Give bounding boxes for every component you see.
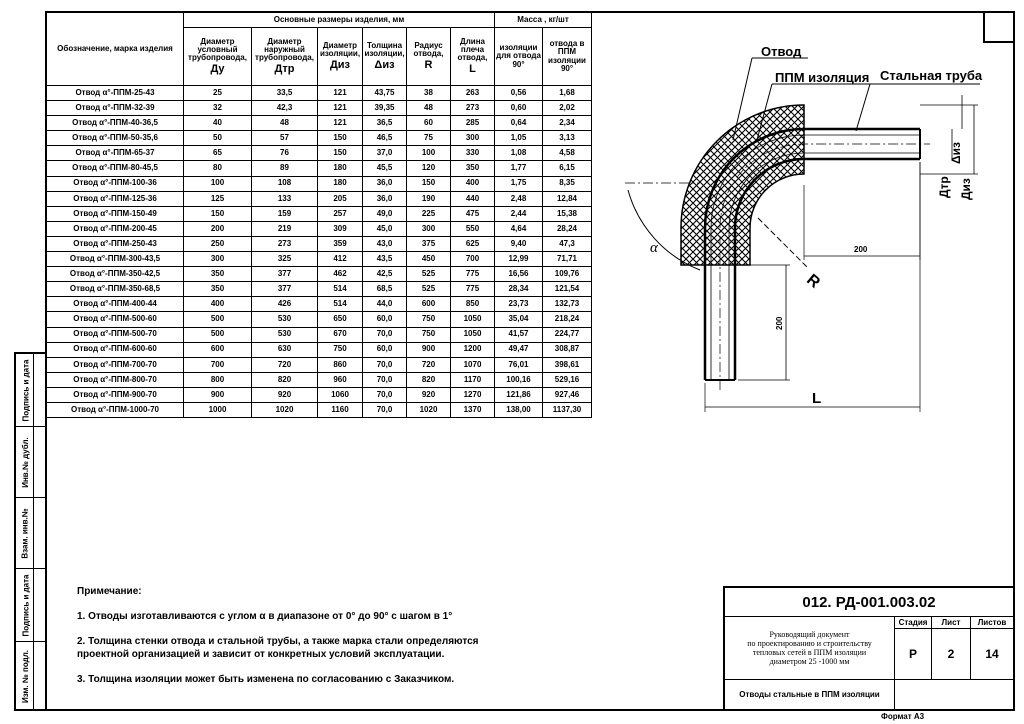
doc-number: 012. РД-001.003.02	[725, 588, 1013, 617]
cell-value: 48	[407, 101, 451, 116]
cell-value: 190	[407, 191, 451, 206]
cell-value: 150	[184, 206, 252, 221]
cell-value: 775	[451, 267, 495, 282]
cell-value: 60,0	[363, 312, 407, 327]
cell-value: 820	[252, 372, 318, 387]
cell-value: 350	[184, 267, 252, 282]
cell-value: 2,34	[543, 116, 592, 131]
cell-value: 38	[407, 86, 451, 101]
cell-value: 530	[252, 312, 318, 327]
header-mass-insulation: изоляции для отвода 90°	[495, 28, 543, 86]
cell-value: 1270	[451, 387, 495, 402]
otvod-label: Отвод	[761, 44, 802, 59]
side-label: Инв.№ дубл.	[21, 436, 31, 488]
cell-value: 76,01	[495, 357, 543, 372]
cell-value: 600	[407, 297, 451, 312]
sheet-header: Лист	[932, 617, 971, 629]
cell-value: 273	[451, 101, 495, 116]
cell-value: 900	[407, 342, 451, 357]
table-row	[47, 312, 592, 327]
cell-value: 850	[451, 297, 495, 312]
cell-value: 4,64	[495, 221, 543, 236]
cell-value: 6,15	[543, 161, 592, 176]
cell-value: 70,0	[363, 372, 407, 387]
cell-value: 800	[184, 372, 252, 387]
cell-value: 1170	[451, 372, 495, 387]
cell-value: 89	[252, 161, 318, 176]
cell-value: 525	[407, 267, 451, 282]
cell-value: 16,56	[495, 267, 543, 282]
cell-value: 514	[318, 297, 363, 312]
header-diz: Диаметр изоляции, Диз	[318, 28, 363, 86]
cell-value: 109,76	[543, 267, 592, 282]
cell-value: 44,0	[363, 297, 407, 312]
table-row	[47, 267, 592, 282]
cell-value: 138,00	[495, 402, 543, 417]
cell-value: 475	[451, 206, 495, 221]
cell-value: 529,16	[543, 372, 592, 387]
side-cell-replace-inv	[16, 498, 46, 569]
cell-mark: Отвод α°-ППМ-50-35,6	[47, 131, 184, 146]
side-cell-dup-inv	[16, 427, 46, 498]
cell-value: 9,40	[495, 236, 543, 251]
cell-value: 70,0	[363, 357, 407, 372]
cell-value: 350	[184, 282, 252, 297]
cell-mark: Отвод α°-ППМ-400-44	[47, 297, 184, 312]
side-cell-signature	[16, 569, 46, 642]
cell-value: 1137,30	[543, 402, 592, 417]
cell-value: 0,64	[495, 116, 543, 131]
cell-value: 398,61	[543, 357, 592, 372]
side-label: Изм. № подл.	[21, 649, 30, 704]
cell-value: 225	[407, 206, 451, 221]
cell-value: 100,16	[495, 372, 543, 387]
cell-value: 630	[252, 342, 318, 357]
cell-value: 15,38	[543, 206, 592, 221]
table-row	[47, 146, 592, 161]
cell-value: 28,24	[543, 221, 592, 236]
dtr-label: Дтр	[937, 176, 951, 198]
cell-value: 42,5	[363, 267, 407, 282]
cell-value: 257	[318, 206, 363, 221]
cell-mark: Отвод α°-ППМ-80-45,5	[47, 161, 184, 176]
cell-value: 121	[318, 116, 363, 131]
steel-pipe-label: Стальная труба	[880, 68, 983, 83]
stage-header: Стадия	[895, 617, 932, 629]
elbow-drawing	[600, 30, 1000, 430]
header-delta: Толщина изоляции, Δиз	[363, 28, 407, 86]
side-stamp	[14, 352, 46, 711]
table-row	[47, 342, 592, 357]
note-item: 1. Отводы изготавливаются с углом α в диапазоне от 0° до 90° с шагом в 1°	[77, 611, 453, 622]
cell-value: 43,75	[363, 86, 407, 101]
header-sizes-group: Основные размеры изделия, мм	[184, 13, 495, 28]
doc-description: Руководящий документ по проектированию и строительству тепловых сетей в ППМ изоляции диаметром 25 -1000 мм	[725, 617, 895, 680]
cell-value: 720	[407, 357, 451, 372]
cell-mark: Отвод α°-ППМ-125-36	[47, 191, 184, 206]
cell-value: 1,75	[495, 176, 543, 191]
cell-value: 720	[252, 357, 318, 372]
table-row	[47, 221, 592, 236]
drawing-name: Отводы стальные в ППМ изоляции	[725, 680, 895, 709]
cell-value: 1,08	[495, 146, 543, 161]
cell-value: 150	[318, 146, 363, 161]
cell-value: 23,73	[495, 297, 543, 312]
header-mark: Обозначение, марка изделия	[47, 13, 184, 86]
side-cell-orig-inv	[16, 642, 46, 711]
dim-200-vertical: 200	[775, 316, 784, 330]
cell-value: 1050	[451, 312, 495, 327]
cell-value: 36,5	[363, 116, 407, 131]
cell-value: 400	[451, 176, 495, 191]
table-row	[47, 176, 592, 191]
cell-value: 121	[318, 101, 363, 116]
cell-value: 412	[318, 252, 363, 267]
cell-value: 530	[252, 327, 318, 342]
cell-value: 60	[407, 116, 451, 131]
cell-value: 2,44	[495, 206, 543, 221]
cell-value: 1060	[318, 387, 363, 402]
table-row	[47, 357, 592, 372]
cell-value: 775	[451, 282, 495, 297]
cell-value: 860	[318, 357, 363, 372]
cell-value: 49,47	[495, 342, 543, 357]
cell-mark: Отвод α°-ППМ-600-60	[47, 342, 184, 357]
cell-value: 100	[407, 146, 451, 161]
cell-value: 375	[407, 236, 451, 251]
note-item: 3. Толщина изоляции может быть изменена по согласованию с Заказчиком.	[77, 674, 455, 685]
cell-value: 180	[318, 161, 363, 176]
cell-mark: Отвод α°-ППМ-250-43	[47, 236, 184, 251]
ppm-label: ППМ изоляция	[775, 70, 870, 85]
cell-value: 377	[252, 267, 318, 282]
cell-value: 57	[252, 131, 318, 146]
diz-label: Диз	[959, 178, 973, 200]
cell-value: 43,5	[363, 252, 407, 267]
cell-value: 39,35	[363, 101, 407, 116]
cell-value: 0,60	[495, 101, 543, 116]
notes	[77, 585, 517, 686]
sheet-value: 2	[932, 629, 971, 680]
radius-label: R	[803, 271, 823, 292]
cell-value: 273	[252, 236, 318, 251]
cell-value: 750	[407, 312, 451, 327]
cell-value: 1000	[184, 402, 252, 417]
cell-value: 750	[318, 342, 363, 357]
cell-value: 70,0	[363, 387, 407, 402]
header-du: Диаметр условный трубопровода, Ду	[184, 28, 252, 86]
cell-value: 1050	[451, 327, 495, 342]
delta-label: Δиз	[949, 142, 963, 164]
cell-value: 285	[451, 116, 495, 131]
side-label: Подпись и дата	[21, 574, 31, 636]
notes-title: Примечание:	[77, 586, 142, 597]
cell-value: 25	[184, 86, 252, 101]
cell-value: 8,35	[543, 176, 592, 191]
title-block	[723, 586, 1015, 711]
cell-value: 159	[252, 206, 318, 221]
cell-value: 1020	[407, 402, 451, 417]
cell-mark: Отвод α°-ППМ-900-70	[47, 387, 184, 402]
cell-value: 70,0	[363, 327, 407, 342]
cell-value: 250	[184, 236, 252, 251]
cell-value: 600	[184, 342, 252, 357]
cell-mark: Отвод α°-ППМ-65-37	[47, 146, 184, 161]
cell-value: 42,3	[252, 101, 318, 116]
sheets-value: 14	[971, 629, 1013, 680]
table-row	[47, 116, 592, 131]
dim-200-horizontal: 200	[854, 245, 868, 254]
cell-mark: Отвод α°-ППМ-200-45	[47, 221, 184, 236]
cell-mark: Отвод α°-ППМ-100-36	[47, 176, 184, 191]
cell-value: 60,0	[363, 342, 407, 357]
cell-mark: Отвод α°-ППМ-500-60	[47, 312, 184, 327]
header-mass-total: отвода в ППМ изоляции 90°	[543, 28, 592, 86]
cell-value: 218,24	[543, 312, 592, 327]
cell-value: 125	[184, 191, 252, 206]
cell-mark: Отвод α°-ППМ-25-43	[47, 86, 184, 101]
table-row	[47, 327, 592, 342]
cell-value: 43,0	[363, 236, 407, 251]
cell-value: 121,54	[543, 282, 592, 297]
cell-value: 1370	[451, 402, 495, 417]
header-dtr: Диаметр наружный трубопровода, Дтр	[252, 28, 318, 86]
cell-value: 650	[318, 312, 363, 327]
cell-value: 300	[184, 252, 252, 267]
cell-value: 200	[184, 221, 252, 236]
cell-value: 45,5	[363, 161, 407, 176]
cell-value: 300	[407, 221, 451, 236]
note-item: 2. Толщина стенки отвода и стальной трубы, а также марка стали определяются проектной организацией и зависит от конкретных условий эксплуатации.	[77, 636, 479, 660]
cell-value: 80	[184, 161, 252, 176]
cell-value: 36,0	[363, 176, 407, 191]
table-row	[47, 101, 592, 116]
cell-value: 500	[184, 327, 252, 342]
cell-value: 359	[318, 236, 363, 251]
spec-table	[46, 12, 592, 418]
cell-value: 121	[318, 86, 363, 101]
cell-value: 180	[318, 176, 363, 191]
cell-value: 70,0	[363, 402, 407, 417]
cell-value: 440	[451, 191, 495, 206]
cell-value: 48	[252, 116, 318, 131]
cell-value: 68,5	[363, 282, 407, 297]
cell-value: 41,57	[495, 327, 543, 342]
cell-value: 120	[407, 161, 451, 176]
table-row	[47, 402, 592, 417]
cell-value: 133	[252, 191, 318, 206]
cell-mark: Отвод α°-ППМ-350-42,5	[47, 267, 184, 282]
table-row	[47, 372, 592, 387]
cell-value: 108	[252, 176, 318, 191]
cell-value: 36,0	[363, 191, 407, 206]
header-radius: Радиус отвода, R	[407, 28, 451, 86]
cell-mark: Отвод α°-ППМ-150-49	[47, 206, 184, 221]
cell-value: 350	[451, 161, 495, 176]
cell-value: 28,34	[495, 282, 543, 297]
table-row	[47, 236, 592, 251]
table-row	[47, 282, 592, 297]
stage-value: Р	[895, 629, 932, 680]
cell-value: 325	[252, 252, 318, 267]
cell-value: 670	[318, 327, 363, 342]
cell-mark: Отвод α°-ППМ-500-70	[47, 327, 184, 342]
cell-value: 263	[451, 86, 495, 101]
cell-value: 920	[252, 387, 318, 402]
cell-value: 300	[451, 131, 495, 146]
header-length: Длина плеча отвода, L	[451, 28, 495, 86]
cell-value: 377	[252, 282, 318, 297]
cell-value: 46,5	[363, 131, 407, 146]
cell-value: 121,86	[495, 387, 543, 402]
cell-value: 49,0	[363, 206, 407, 221]
cell-value: 920	[407, 387, 451, 402]
side-cell-signature-top	[16, 354, 46, 427]
cell-value: 1,68	[543, 86, 592, 101]
cell-value: 426	[252, 297, 318, 312]
cell-value: 750	[407, 327, 451, 342]
cell-value: 514	[318, 282, 363, 297]
length-label: L	[812, 390, 822, 407]
cell-value: 150	[407, 176, 451, 191]
side-label: Подпись и дата	[21, 359, 31, 421]
cell-value: 625	[451, 236, 495, 251]
cell-value: 500	[184, 312, 252, 327]
cell-value: 1160	[318, 402, 363, 417]
cell-value: 700	[184, 357, 252, 372]
cell-mark: Отвод α°-ППМ-800-70	[47, 372, 184, 387]
cell-value: 12,84	[543, 191, 592, 206]
table-row	[47, 252, 592, 267]
cell-value: 219	[252, 221, 318, 236]
cell-value: 50	[184, 131, 252, 146]
cell-mark: Отвод α°-ППМ-1000-70	[47, 402, 184, 417]
cell-value: 224,77	[543, 327, 592, 342]
cell-value: 1,05	[495, 131, 543, 146]
table-row	[47, 206, 592, 221]
cell-value: 45,0	[363, 221, 407, 236]
table-row	[47, 191, 592, 206]
table-row	[47, 86, 592, 101]
cell-value: 330	[451, 146, 495, 161]
alpha-label: α	[650, 240, 658, 256]
sheets-header: Листов	[971, 617, 1013, 629]
cell-value: 76	[252, 146, 318, 161]
table-row	[47, 161, 592, 176]
cell-value: 75	[407, 131, 451, 146]
table-row	[47, 387, 592, 402]
cell-mark: Отвод α°-ППМ-700-70	[47, 357, 184, 372]
cell-value: 927,46	[543, 387, 592, 402]
table-row	[47, 131, 592, 146]
cell-value: 100	[184, 176, 252, 191]
cell-value: 132,73	[543, 297, 592, 312]
cell-value: 1,77	[495, 161, 543, 176]
cell-value: 550	[451, 221, 495, 236]
cell-value: 205	[318, 191, 363, 206]
cell-value: 2,02	[543, 101, 592, 116]
cell-value: 450	[407, 252, 451, 267]
header-mass-group: Масса , кг/шт	[495, 13, 592, 28]
cell-value: 35,04	[495, 312, 543, 327]
cell-value: 47,3	[543, 236, 592, 251]
cell-value: 4,58	[543, 146, 592, 161]
format-label: Формат А3	[881, 712, 925, 721]
cell-value: 700	[451, 252, 495, 267]
cell-value: 65	[184, 146, 252, 161]
cell-value: 71,71	[543, 252, 592, 267]
cell-value: 1020	[252, 402, 318, 417]
cell-value: 150	[318, 131, 363, 146]
cell-value: 12,99	[495, 252, 543, 267]
cell-value: 820	[407, 372, 451, 387]
cell-value: 40	[184, 116, 252, 131]
cell-value: 308,87	[543, 342, 592, 357]
table-row	[47, 297, 592, 312]
cell-value: 309	[318, 221, 363, 236]
cell-value: 1070	[451, 357, 495, 372]
cell-value: 0,56	[495, 86, 543, 101]
cell-value: 900	[184, 387, 252, 402]
cell-value: 462	[318, 267, 363, 282]
cell-value: 960	[318, 372, 363, 387]
side-label: Взам. инв.№	[21, 507, 30, 559]
cell-value: 2,48	[495, 191, 543, 206]
cell-value: 525	[407, 282, 451, 297]
cell-value: 3,13	[543, 131, 592, 146]
cell-mark: Отвод α°-ППМ-300-43,5	[47, 252, 184, 267]
cell-value: 37,0	[363, 146, 407, 161]
cell-value: 33,5	[252, 86, 318, 101]
cell-value: 1200	[451, 342, 495, 357]
cell-mark: Отвод α°-ППМ-40-36,5	[47, 116, 184, 131]
cell-value: 400	[184, 297, 252, 312]
cell-mark: Отвод α°-ППМ-32-39	[47, 101, 184, 116]
cell-value: 32	[184, 101, 252, 116]
cell-mark: Отвод α°-ППМ-350-68,5	[47, 282, 184, 297]
